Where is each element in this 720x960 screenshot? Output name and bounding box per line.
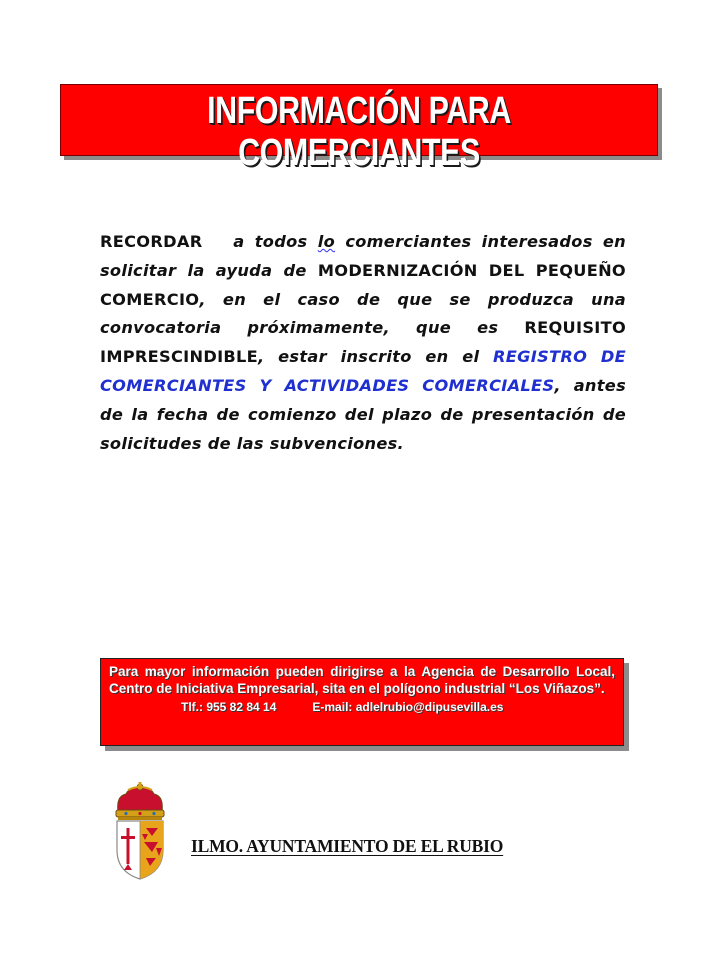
text-segment: , en el caso de que se produzca una convocatoria próximamente, que es	[100, 289, 626, 338]
phone-number: Tlf.: 955 82 84 14	[181, 700, 277, 714]
title-banner	[60, 84, 658, 174]
notice-paragraph	[100, 228, 626, 458]
registry-name: REGISTRO DE COMERCIANTES Y ACTIVIDADES COMERCIALES	[100, 347, 626, 395]
text-segment: , antes de la fecha de comienzo del plazo de presentación de solicitudes de las subvenciones.	[100, 375, 627, 453]
coat-of-arms-icon	[112, 782, 168, 880]
email-address: E-mail: adlelrubio@dipusevilla.es	[312, 700, 504, 714]
contact-paragraph: Para mayor información pueden dirigirse a la Agencia de Desarrollo Local, Centro de Iniciativa Empresarial, sita en el polígono industrial “Los Viñazos”.	[109, 664, 615, 696]
text-segment: comerciantes interesados en solicitar la ayuda de	[100, 232, 627, 280]
text-segment: a todos	[233, 232, 308, 251]
text-segment: , estar inscrito en el	[258, 347, 480, 367]
requirement-label: REQUISITO IMPRESCINDIBLE	[100, 318, 627, 367]
contact-line	[109, 700, 615, 714]
program-name: MODERNIZACIÓN DEL PEQUEÑO COMERCIO	[100, 260, 626, 309]
contact-info-box	[100, 658, 624, 746]
page-title: INFORMACIÓN PARA COMERCIANTES	[207, 90, 511, 174]
municipality-name: ILMO. AYUNTAMIENTO DE EL RUBIO	[191, 836, 504, 856]
text-segment-typo: lo	[317, 232, 336, 251]
recordar-word: RECORDAR	[100, 232, 203, 251]
